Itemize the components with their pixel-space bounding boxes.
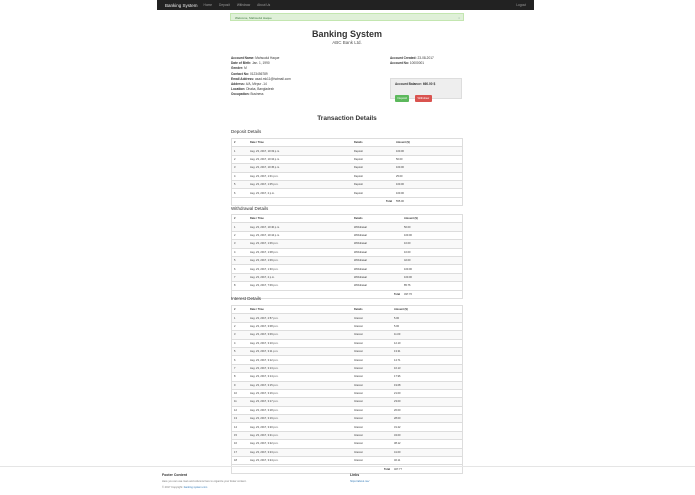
table-cell: Interest (352, 373, 392, 381)
withdrawal-title: Withdrawal Details (231, 206, 269, 211)
withdrawal-table (231, 214, 463, 299)
balance-box (390, 78, 462, 99)
table-cell: Aug. 23, 2017, 10:33 p.m. (248, 147, 352, 155)
table-cell: 10 (232, 389, 249, 397)
total-value: 555.00 (394, 197, 463, 205)
table-cell: Interest (352, 423, 392, 431)
table-cell: Aug. 23, 2017, 3:20 p.m. (248, 423, 352, 431)
interest-title: Interest Details (231, 296, 262, 301)
table-cell: Aug. 23, 2017, 3:13 p.m. (248, 364, 352, 372)
table-row (232, 431, 463, 439)
table-cell: Aug. 23, 2017, 3:14 p.m. (248, 373, 352, 381)
table-cell: Aug. 23, 2017, 10:40 p.m. (248, 223, 352, 231)
alert-message: Welcome, Mahsudul Haque (235, 16, 272, 20)
table-cell: 100.00 (394, 164, 463, 172)
total-label: Total (352, 465, 392, 473)
withdraw-button[interactable]: Withdraw (415, 95, 432, 102)
table-row (232, 172, 463, 180)
table-row (232, 423, 463, 431)
footer-link[interactable]: https://about.me/ (350, 480, 370, 483)
table-cell: 12 (232, 406, 249, 414)
info-row: Account Name: Mahsudul Haque (231, 56, 280, 60)
table-row (232, 398, 463, 406)
table-cell: 5 (232, 256, 249, 264)
table-cell: 11 (232, 398, 249, 406)
table-row (232, 231, 463, 239)
table-cell: Withdrawal (352, 273, 402, 281)
table-row (232, 314, 463, 322)
table-cell: 26.00 (392, 406, 463, 414)
table-cell: Aug. 23, 2017, 1:08 p.m. (248, 248, 352, 256)
table-cell: 42.00 (402, 256, 463, 264)
table-cell: Aug. 23, 2017, 2 p.m. (248, 273, 352, 281)
table-cell: 2 (232, 155, 249, 163)
table-cell: Interest (352, 431, 392, 439)
table-cell: Aug. 23, 2017, 3:23 p.m. (248, 448, 352, 456)
table-cell: 46.11 (392, 457, 463, 465)
table-cell: Interest (352, 406, 392, 414)
table-cell: 7 (232, 364, 249, 372)
table-cell: Aug. 23, 2017, 7:09 p.m. (248, 282, 352, 290)
table-row (232, 155, 463, 163)
table-header: # Date / Time Details Amount ($) (232, 306, 463, 314)
table-cell: Interest (352, 440, 392, 448)
table-cell: 9 (232, 381, 249, 389)
footer-text: Here you can use rows and columns here to organize your footer content. (162, 480, 247, 483)
table-cell: Withdrawal (352, 240, 402, 248)
table-cell: 8 (232, 282, 249, 290)
nav-logout[interactable]: Logout (516, 3, 526, 7)
table-row (232, 373, 463, 381)
table-cell: Aug. 23, 2017, 3:08 p.m. (248, 322, 352, 330)
table-cell: Interest (352, 448, 392, 456)
table-cell: Aug. 23, 2017, 1:06 p.m. (248, 240, 352, 248)
table-cell: Interest (352, 364, 392, 372)
table-cell: Withdrawal (352, 256, 402, 264)
table-cell: 31.22 (392, 423, 463, 431)
table-cell: 34.00 (392, 431, 463, 439)
table-cell: Aug. 23, 2017, 3:15 p.m. (248, 381, 352, 389)
table-row (232, 147, 463, 155)
table-row (232, 180, 463, 188)
table-cell: Aug. 23, 2017, 3:09 p.m. (248, 331, 352, 339)
table-cell: 85.76 (402, 282, 463, 290)
table-row (232, 273, 463, 281)
table-row (232, 256, 463, 264)
table-cell: 3 (232, 331, 249, 339)
table-cell: Aug. 23, 2017, 3:22 p.m. (248, 440, 352, 448)
table-cell: 14.71 (392, 356, 463, 364)
info-row: Account Created: 23-08-2017 (390, 56, 434, 60)
table-row (232, 339, 463, 347)
table-cell: Aug. 23, 2017, 2:57 p.m. (248, 314, 352, 322)
table-cell: Aug. 23, 2017, 10:44 p.m. (248, 231, 352, 239)
table-cell: Aug. 23, 2017, 1:01 p.m. (248, 172, 352, 180)
footer-links-title: Links (350, 473, 360, 477)
table-row (232, 164, 463, 172)
table-cell: 16 (232, 440, 249, 448)
table-cell: 10.00 (402, 240, 463, 248)
account-meta (390, 56, 434, 66)
table-cell: 4 (232, 339, 249, 347)
footer-title: Footer Content (162, 473, 188, 477)
table-cell: Interest (352, 339, 392, 347)
table-row (232, 189, 463, 197)
table-cell: Deposit (352, 155, 394, 163)
table-cell: Aug. 23, 2017, 3:24 p.m. (248, 457, 352, 465)
welcome-alert (230, 13, 464, 21)
deposit-title: Deposit Details (231, 129, 262, 134)
table-row (232, 389, 463, 397)
table-cell: Aug. 23, 2017, 3:19 p.m. (248, 415, 352, 423)
table-row (232, 406, 463, 414)
table-cell: 100.00 (394, 180, 463, 188)
total-value: 497.76 (402, 290, 463, 298)
table-header: # Date / Time Details Amount ($) (232, 139, 463, 147)
table-cell: 21.00 (392, 389, 463, 397)
table-cell: 14 (232, 423, 249, 431)
nav-deposit[interactable]: Deposit (219, 3, 230, 7)
table-cell: 4 (232, 172, 249, 180)
info-row: Gender: M (231, 66, 247, 71)
table-cell: 11.00 (392, 331, 463, 339)
info-row: Contact No: 0123456789 (231, 71, 268, 76)
nav-home[interactable]: Home (203, 3, 213, 7)
table-cell: 4 (232, 248, 249, 256)
table-cell: Interest (352, 415, 392, 423)
table-cell: 6 (232, 189, 249, 197)
table-cell: 25.00 (394, 172, 463, 180)
table-cell: 16.13 (392, 364, 463, 372)
table-row (232, 440, 463, 448)
interest-table (231, 305, 463, 474)
account-balance: Account Balance: 660.00 $ (395, 82, 436, 86)
table-cell: 3 (232, 240, 249, 248)
table-cell: Aug. 23, 2017, 1:09 p.m. (248, 256, 352, 264)
table-cell: 8 (232, 373, 249, 381)
table-cell: 50.00 (394, 155, 463, 163)
total-label: Total (352, 290, 402, 298)
navbar (157, 0, 534, 10)
table-cell: Aug. 23, 2017, 1:05 p.m. (248, 180, 352, 188)
table-cell: Interest (352, 457, 392, 465)
table-row (232, 415, 463, 423)
info-row: Location: Dhaka, Bangladesh (231, 87, 275, 92)
table-row (232, 457, 463, 465)
table-cell: 19.08 (392, 381, 463, 389)
table-cell: 15 (232, 431, 249, 439)
table-row (232, 364, 463, 372)
table-cell: Aug. 23, 2017, 3:11 p.m. (248, 347, 352, 355)
table-row (232, 223, 463, 231)
table-row (232, 240, 463, 248)
table-cell: 2 (232, 231, 249, 239)
info-row: Address: 4/A, Mirpur -14 (231, 82, 267, 87)
copyright-link[interactable]: banking system.com (183, 486, 208, 489)
table-cell: 100.00 (402, 265, 463, 273)
table-cell: 41.00 (392, 448, 463, 456)
table-cell: Withdrawal (352, 265, 402, 273)
deposit-button[interactable]: Deposit (395, 95, 409, 102)
table-cell: Deposit (352, 164, 394, 172)
table-cell: 100.00 (402, 273, 463, 281)
table-cell: Deposit (352, 180, 394, 188)
table-cell: 5.00 (392, 322, 463, 330)
total-label: Total (352, 197, 394, 205)
table-cell: Deposit (352, 189, 394, 197)
footer (0, 466, 695, 495)
table-cell: Aug. 23, 2017, 3:17 p.m. (248, 398, 352, 406)
transaction-details-title: Transaction Details (317, 115, 377, 122)
table-cell: 28.00 (392, 415, 463, 423)
table-cell: Interest (352, 314, 392, 322)
table-cell: Withdrawal (352, 248, 402, 256)
table-row (232, 322, 463, 330)
table-cell: Aug. 23, 2017, 3:16 p.m. (248, 389, 352, 397)
table-cell: Aug. 23, 2017, 3:10 p.m. (248, 339, 352, 347)
table-row (232, 347, 463, 355)
page-subtitle: ABC Bank Ltd. (332, 40, 362, 45)
table-cell: 18 (232, 457, 249, 465)
navbar-brand[interactable]: Banking System (165, 2, 198, 8)
table-cell: 3 (232, 164, 249, 172)
table-cell: 23.00 (392, 398, 463, 406)
table-row (232, 381, 463, 389)
info-row: Account No: 10000001 (390, 61, 425, 66)
table-cell: 1 (232, 147, 249, 155)
deposit-table (231, 138, 463, 206)
account-info (231, 56, 291, 98)
total-row (232, 290, 463, 298)
table-cell: 1 (232, 314, 249, 322)
table-cell: 1 (232, 223, 249, 231)
table-cell: 17 (232, 448, 249, 456)
table-cell: Interest (352, 389, 392, 397)
footer-copyright: © 2017 Copyright: banking system.com (162, 486, 208, 489)
table-cell: 7 (232, 273, 249, 281)
table-cell: Interest (352, 331, 392, 339)
table-cell: Aug. 23, 2017, 1:30 p.m. (248, 265, 352, 273)
nav-about[interactable]: About Us (257, 3, 271, 7)
table-row (232, 248, 463, 256)
table-cell: 6 (232, 265, 249, 273)
table-header: # Date / Time Details Amount ($) (232, 215, 463, 223)
table-cell: Aug. 23, 2017, 10:34 p.m. (248, 155, 352, 163)
table-cell: 5.00 (392, 314, 463, 322)
table-cell: Deposit (352, 172, 394, 180)
table-cell: 17.96 (392, 373, 463, 381)
table-cell: 100.00 (394, 147, 463, 155)
table-cell: Aug. 23, 2017, 3:21 p.m. (248, 431, 352, 439)
page-title: Banking System (311, 29, 383, 39)
table-cell: 100.00 (394, 189, 463, 197)
table-cell: 13 (232, 415, 249, 423)
table-cell: 50.00 (402, 223, 463, 231)
table-row (232, 331, 463, 339)
table-cell: Withdrawal (352, 282, 402, 290)
table-row (232, 356, 463, 364)
total-row (232, 197, 463, 205)
info-row: Email Address: asad.mk11@hotmail.com (231, 76, 291, 81)
table-cell: Interest (352, 322, 392, 330)
table-row (232, 265, 463, 273)
table-cell: Aug. 23, 2017, 3:18 p.m. (248, 406, 352, 414)
table-cell: Deposit (352, 147, 394, 155)
close-icon[interactable]: × (458, 15, 460, 20)
table-row (232, 448, 463, 456)
table-cell: 6 (232, 356, 249, 364)
total-value: 407.77 (392, 465, 463, 473)
table-cell: 10.00 (402, 248, 463, 256)
table-cell: Aug. 23, 2017, 2 p.m. (248, 189, 352, 197)
nav-withdraw[interactable]: Withdraw (236, 3, 251, 7)
table-row (232, 282, 463, 290)
table-cell: Interest (352, 381, 392, 389)
table-cell: Aug. 23, 2017, 10:45 p.m. (248, 164, 352, 172)
table-cell: Withdrawal (352, 231, 402, 239)
table-cell: Interest (352, 398, 392, 406)
info-row: Date of Birth: Jan. 1, 1990 (231, 61, 270, 66)
table-cell: 5 (232, 347, 249, 355)
table-cell: 12.10 (392, 339, 463, 347)
table-cell: 5 (232, 180, 249, 188)
table-cell: 2 (232, 322, 249, 330)
table-cell: 13.31 (392, 347, 463, 355)
table-cell: Aug. 23, 2017, 3:12 p.m. (248, 356, 352, 364)
table-cell: 38.12 (392, 440, 463, 448)
table-cell: 100.00 (402, 231, 463, 239)
table-cell: Interest (352, 356, 392, 364)
table-cell: Interest (352, 347, 392, 355)
info-row: Occupation: Business (231, 92, 264, 97)
table-cell: Withdrawal (352, 223, 402, 231)
